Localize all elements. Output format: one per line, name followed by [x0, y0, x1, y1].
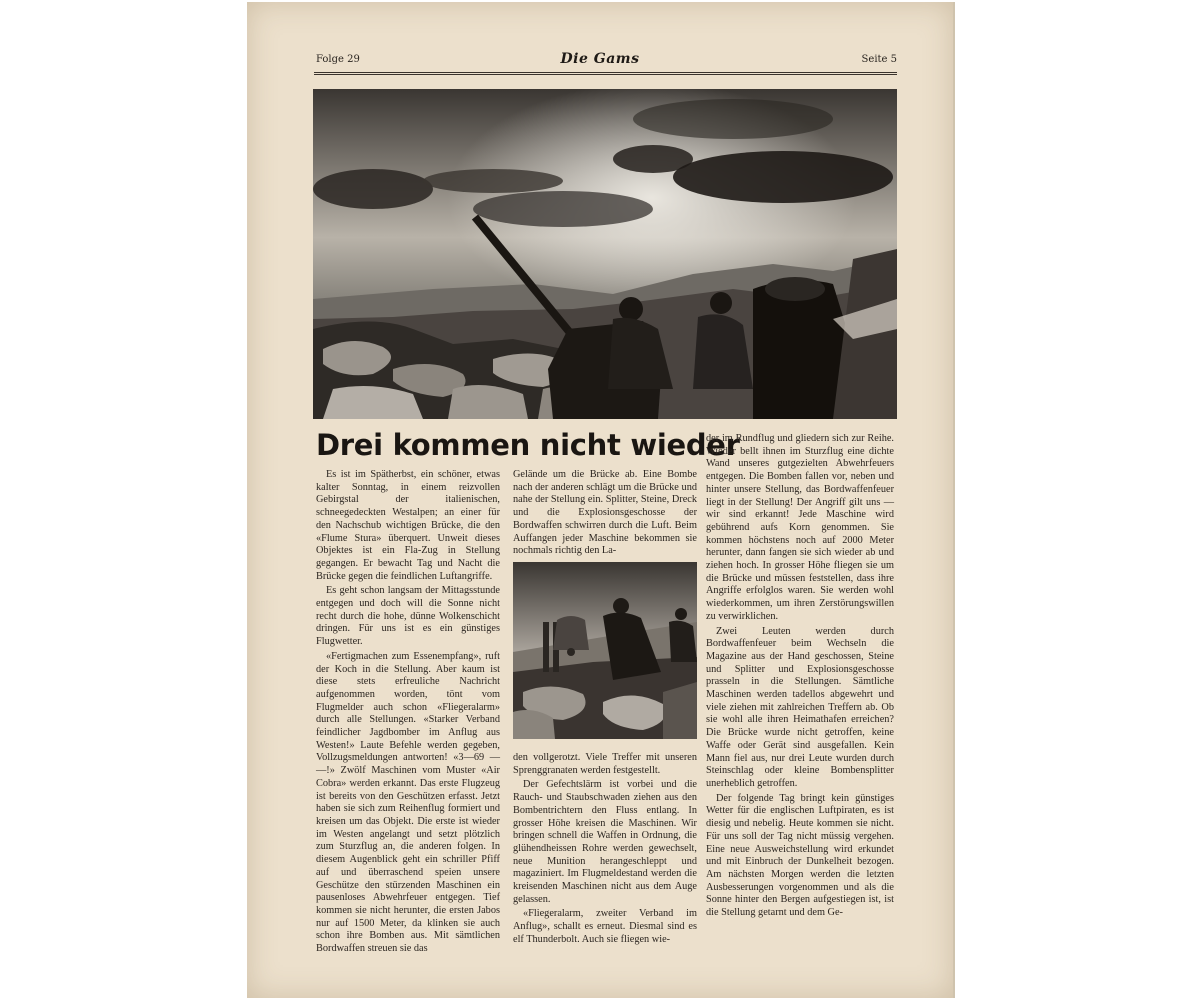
article-column-3 — [706, 433, 894, 922]
paragraph: Der Gefechtslärm ist vorbei und die Rauch- und Staubschwaden ziehen aus den Bombentrichtern den Fluss entlang. In grosser Höhe kreisen die Maschinen. Wir bringen schnell die Waffen in Ordnung, die glühendheissen Rohre werden gewechselt, neue Munition herangeschleppt und magaziniert. Im Flugmeldestand werden die kreisenden Maschinen nicht aus dem Auge gelassen. — [513, 779, 697, 905]
article-column-2-top — [513, 469, 697, 560]
paragraph: «Fliegeralarm, zweiter Verband im Anflug», schallt es erneut. Diesmal sind es elf Thunderbolt. Auch sie fliegen wie- — [513, 908, 697, 945]
article-column-1 — [316, 469, 500, 958]
paragraph: den vollgerotzt. Viele Treffer mit unseren Sprenggranaten werden festgestellt. — [513, 752, 697, 776]
magazine-page — [247, 2, 953, 998]
header-rule — [314, 72, 897, 73]
page-number: Seite 5 — [861, 54, 897, 65]
flak-crew-photo — [313, 89, 897, 419]
paragraph: Es ist im Spätherbst, ein schöner, etwas kalter Sonntag, in einem reizvollen Gebirgstal der italienischen, schneegedeckten Westalpen; an einer für den Nachschub wichtigen Brücke, die den «Flume Stura» überquert. Unweit dieses Objektes ist ein Fla-Zug in Stellung gegangen. Er bewacht Tag und Nacht die Brücke gegen die feindlichen Luftangriffe. — [316, 469, 500, 582]
paragraph: Der folgende Tag bringt kein günstiges Wetter für die englischen Luftpiraten, es ist diesig und nebelig. Heute kommen sie nicht. Für uns soll der Tag nicht müssig vergehen. Eine neue Ausweichstellung wird erkundet und mit Einbruch der Dunkelheit bezogen. Am nächsten Morgen werden die letzten Ausbesserungen vorgenommen und als die Sonne hinter den Bergen aufgestiegen ist, ist die Stellung getarnt und dem Ge- — [706, 792, 894, 919]
paragraph: Gelände um die Brücke ab. Eine Bombe nach der anderen schlägt um die Brücke und nahe der Stellung ein. Splitter, Steine, Dreck und die Explosionsgeschosse der Bordwaffen schwirren durch die Luft. Beim Auffangen jeder Maschine bekommen sie nochmals richtig den La- — [513, 469, 697, 557]
article-headline: Drei kommen nicht wieder — [316, 428, 740, 462]
article-column-2-bottom — [513, 752, 697, 949]
bell-outpost-photo — [513, 562, 697, 739]
paragraph: «Fertigmachen zum Essenempfang», ruft der Koch in die Stellung. Aber kaum ist diese stets erfreuliche Nachricht aufgenommen worden, tönt vom Flugmelder auch schon «Fliegeralarm» durch alle Stellungen. «Starker Verband feindlicher Jagdbomber im Anflug aus Westen!» Laute Befehle werden gegeben, Vollzugsmeldungen antworten! «3—69 — —!» Zwölf Maschinen vom Muster «Air Cobra» werden erkannt. Das erste Flugzeug ist bereits von den Geschützen erfasst. Jetzt haben sie sich zum Reihenflug formiert und kreisen um das Objekt. Die erste ist wieder im Westen angelangt und setzt plötzlich zum Sturzflug an, die anderen folgen. In diesem Augenblick geht ein schriller Pfiff auf und überraschend speien unsere Geschütze den stürzenden Maschinen ein pausenloses Abwehrfeuer entgegen. Tief kommen sie nicht herunter, die ersten Jabos nur auf 1500 Meter, da klinken sie auch schon ihre Bomben aus. Mit sämtlichen Bordwaffen streuen sie das — [316, 650, 500, 955]
issue-number: Folge 29 — [316, 54, 360, 65]
header-rule-double — [314, 74, 897, 75]
paragraph: Es geht schon langsam der Mittagsstunde entgegen und doch will die Sonne nicht recht durch die hohe, dünne Wolkenschicht dringen. Für uns ist es ein günstiges Flugwetter. — [316, 585, 500, 648]
magazine-title: Die Gams — [560, 51, 640, 67]
paragraph: Zwei Leuten werden durch Bordwaffenfeuer beim Wechseln die Magazine aus der Hand geschossen, Steine und Splitter und Explosionsgeschosse prasseln in die Stellungen. Sämtliche Maschinen werden tadellos abgewehrt und viele ziehen mit zahlreichen Treffern ab. Ob sie wohl alle ihren Heimathafen erreichen? Die Brücke wurde nicht getroffen, keine Waffe oder Gerät sind ausgefallen. Kein Mann fiel aus, nur drei Leute wurden durch Steinschlag oder kleine Bombensplitter unerheblich getroffen. — [706, 625, 894, 789]
paragraph: der im Rundflug und gliedern sich zur Reihe. Wieder bellt ihnen im Sturzflug eine dichte Wand unseres gutgezielten Abwehrfeuers entgegen. Die Bomben fallen vor, neben und hinter unsere Stellung, das Bordwaffenfeuer liegt in der Stellung! Der Angriff gilt uns — wir sind erkannt! Jede Maschine wird gebührend aufs Korn genommen. Sie kommen höchstens noch auf 2000 Meter herunter, dann fangen sie sich wieder ab und ziehen hoch. In grosser Höhe fliegen sie um die Brücke und müssen feststellen, dass ihre Angriffe erfolglos waren. Sie werden wohl wiederkommen, um ihren Zerstörungswillen zu verwirklichen. — [706, 433, 894, 622]
